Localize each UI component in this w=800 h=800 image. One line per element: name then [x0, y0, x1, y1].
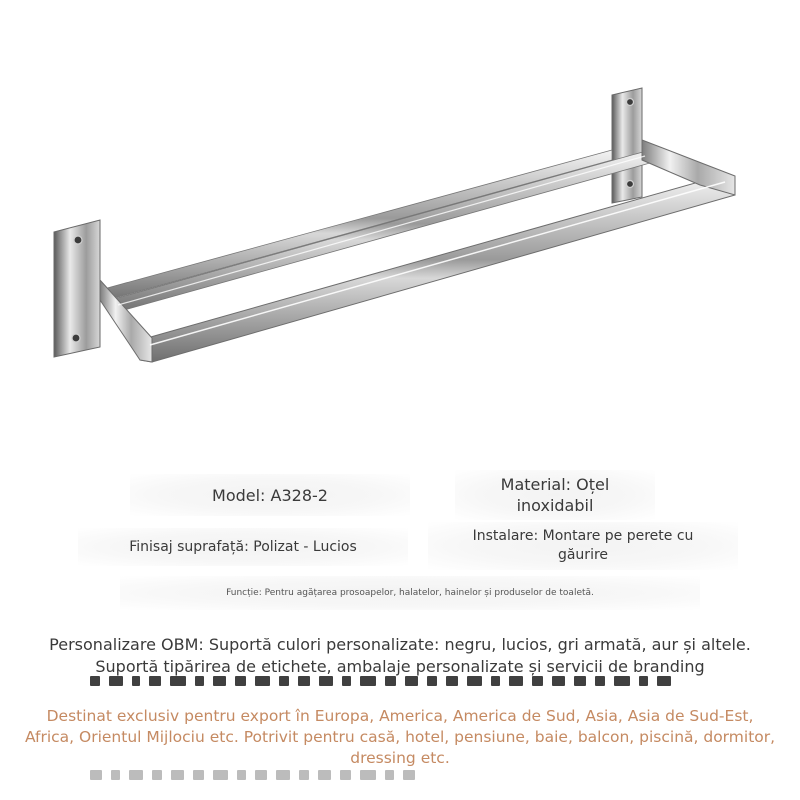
- spec-function: [120, 576, 700, 610]
- right-screw-top: [627, 99, 634, 106]
- spec-function-text: Funcție: Pentru agățarea prosoapelor, halatelor, hainelor și produselor de toaletă.: [226, 588, 594, 598]
- export-text: Destinat exclusiv pentru export în Europa, America, America de Sud, Asia, Asia de Sud-Est, Africa, Orientul Mijlociu etc. Potrivit pentru casă, hotel, pensiune, baie, balcon, piscină, dormitor, dressing etc.: [24, 707, 776, 767]
- spec-finish: [78, 528, 408, 566]
- spec-material-text: Material: Oțel inoxidabil: [500, 475, 610, 515]
- right-screw-bottom: [627, 181, 634, 188]
- oem-line-1: Personalizare OBM: Suportă culori personalizate: negru, lucios, gri armată, aur și altele.: [49, 635, 751, 654]
- spec-material: [455, 470, 655, 520]
- spec-installation-text: Instalare: Montare pe perete cu găurire: [472, 528, 694, 563]
- oem-description: [20, 634, 780, 678]
- obscured-text-strip-bottom: [90, 770, 730, 780]
- spec-installation: [428, 522, 738, 570]
- oem-line-2: Suportă tipărirea de etichete, ambalaje personalizate și servicii de branding: [95, 657, 705, 676]
- obscured-text-strip-top: [90, 676, 730, 686]
- left-screw-top: [74, 236, 82, 244]
- export-description: [20, 706, 780, 769]
- spec-model-text: Model: A328-2: [212, 485, 328, 505]
- spec-finish-text: Finisaj suprafață: Polizat - Lucios: [129, 539, 357, 555]
- spec-model: [130, 474, 410, 516]
- left-screw-bottom: [72, 334, 80, 342]
